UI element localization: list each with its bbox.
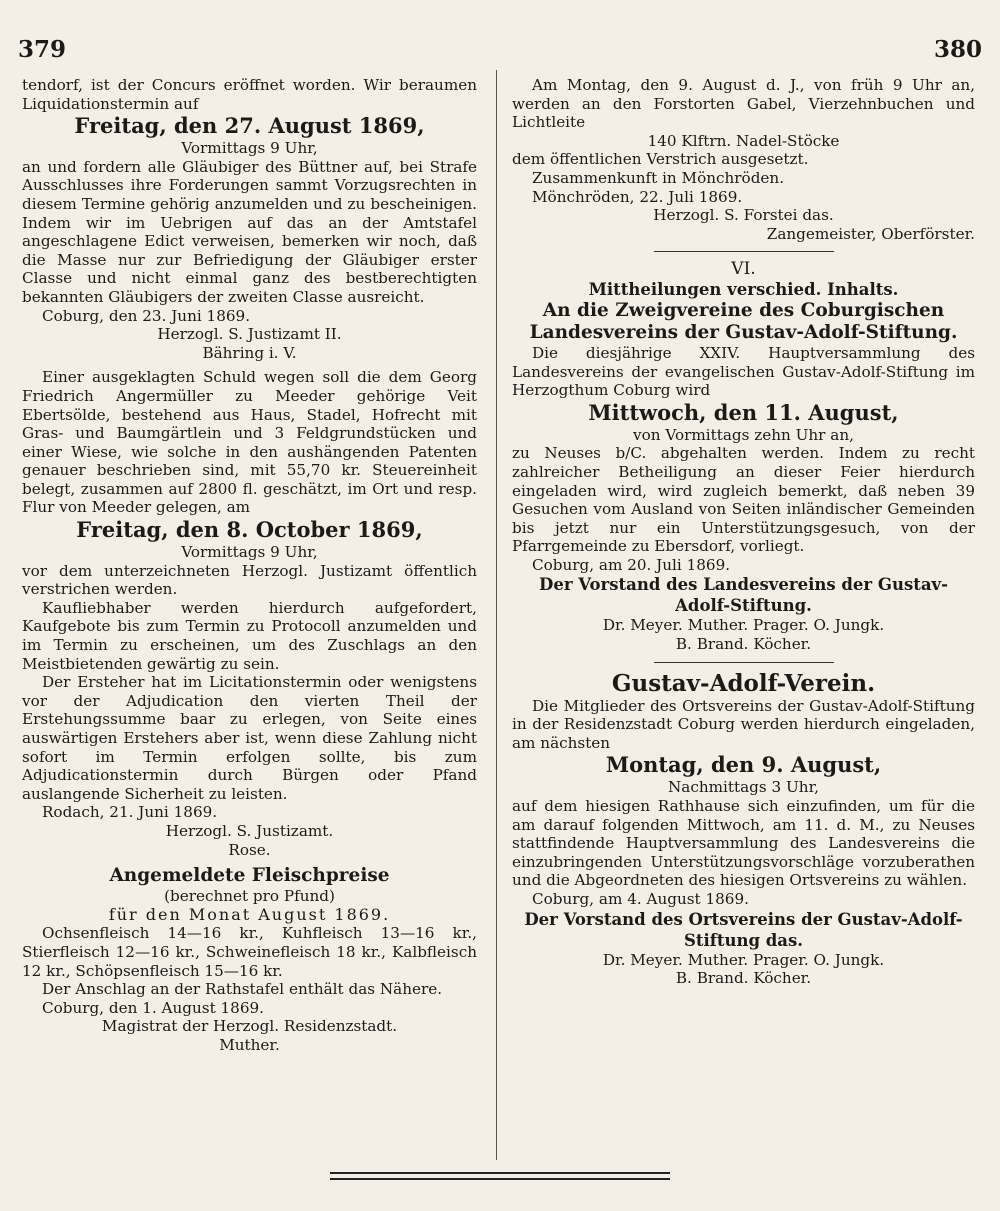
concurs-date: Freitag, den 27. August 1869, <box>74 113 425 139</box>
notice-rule <box>654 662 834 663</box>
section-rule <box>654 251 834 252</box>
concurs-place-date: Coburg, den 23. Juni 1869. <box>42 306 251 325</box>
bottom-rule-2 <box>330 1178 670 1180</box>
wood-sale-place-date: Mönchröden, 22. Juli 1869. <box>532 187 743 206</box>
meat-prices-note: Der Anschlag an der Rathstafel enthält das Nähere. <box>42 980 443 999</box>
meat-prices-month: für den Monat August 1869. <box>108 904 391 924</box>
assembly-notice-body: Die diesjährige XXIV. Hauptversammlung des Landesvereins der evangelischen Gustav-Adolf-Stiftung im Herzogthum Coburg wird <box>512 343 975 400</box>
assembly-notice-body-2: zu Neuses b/C. abgehalten werden. Indem zu recht zahlreicher Betheiligung an dieser Feier hierdurch eingeladen wird, wird zugleich bemerkt, daß neben 39 Gesuchen vom Ausland von Seiten inländischer Gemeinden bis jetzt nur ein Unterstützungsgesuch, von der Pfarrgemeinde zu Ebersdorf, vorliegt. <box>512 444 975 556</box>
right-column <box>512 76 975 988</box>
wood-sale-signature-name: Zangemeister, Oberförster. <box>766 224 975 243</box>
meat-prices-signature-name: Muther. <box>219 1035 280 1054</box>
column-divider <box>496 70 497 1160</box>
wood-sale-meeting: Zusammenkunft in Mönchröden. <box>532 168 785 187</box>
assembly-date: Mittwoch, den 11. August, <box>588 399 899 425</box>
local-assoc-signature-names-1: Dr. Meyer. Muther. Prager. O. Jungk. <box>602 950 885 969</box>
local-assoc-place-date: Coburg, am 4. August 1869. <box>532 890 749 908</box>
wood-sale-signature-office: Herzogl. S. Forstei das. <box>653 206 834 225</box>
concurs-signature-name: Bähring i. V. <box>202 343 297 362</box>
wood-sale-body-2: dem öffentlichen Verstrich ausgesetzt. <box>512 150 809 169</box>
assembly-place-date: Coburg, am 20. Juli 1869. <box>532 555 731 574</box>
local-assoc-signature-names-2: B. Brand. Köcher. <box>675 969 812 988</box>
concurs-notice-intro: tendorf, ist der Concurs eröffnet worden. Wir beraumen Liquidationstermin auf <box>22 76 477 113</box>
page-number-right: 380 <box>933 36 982 63</box>
meat-prices-place-date: Coburg, den 1. August 1869. <box>42 998 264 1017</box>
meat-prices-subtitle: (berechnet pro Pfund) <box>164 887 335 906</box>
auction-date: Freitag, den 8. October 1869, <box>76 517 423 543</box>
local-assoc-signature-title: Der Vorstand des Ortsvereins der Gustav-Adolf-Stiftung das. <box>524 909 963 950</box>
auction-notice-body-2: vor dem unterzeichneten Herzogl. Justizamt öffentlich verstrichen werden. <box>22 561 477 599</box>
local-assoc-body: Die Mitglieder des Ortsvereins der Gustav-Adolf-Stiftung in der Residenzstadt Coburg werden hierdurch eingeladen, am nächsten <box>512 696 975 752</box>
concurs-notice-body: an und fordern alle Gläubiger des Büttner auf, bei Strafe Ausschlusses ihre Forderungen sammt Vorzugsrechten in diesem Termine gehörig anzumelden und zu bescheinigen. Indem wir im Uebrigen auf das an der Amtstafel angeschlagene Edict verweisen, bemerken wir noch, daß die Masse nur zur Befriedigung der Gläubiger erster Classe und nicht einmal ganz des bestberechtigten bekannten Gläubigers der zweiten Classe ausreicht. <box>22 157 477 306</box>
local-assoc-date: Montag, den 9. August, <box>605 752 882 778</box>
meat-prices-signature-office: Magistrat der Herzogl. Residenzstadt. <box>101 1017 398 1036</box>
auction-place-date: Rodach, 21. Juni 1869. <box>42 803 218 822</box>
section-number: VI. <box>731 259 756 280</box>
concurs-time: Vormittags 9 Uhr, <box>181 139 318 158</box>
assembly-time: von Vormittags zehn Uhr an, <box>633 425 854 444</box>
bottom-rule-1 <box>330 1172 670 1174</box>
auction-notice-body-3: Kaufliebhaber werden hierdurch aufgefordert, Kaufgebote bis zum Termin zu Protocoll anzumelden und im Termin zu erscheinen, um des Zuschlags an den Meistbietenden gewärtig zu sein. <box>22 598 477 673</box>
assembly-signature-title: Der Vorstand des Landesvereins der Gustav-Adolf-Stiftung. <box>539 575 948 616</box>
left-column <box>22 76 477 1055</box>
meat-prices-title: Angemeldete Fleischpreise <box>109 865 390 887</box>
wood-sale-item: 140 Klftrn. Nadel-Stöcke <box>647 131 840 150</box>
wood-sale-body: Am Montag, den 9. August d. J., von früh 9 Uhr an, werden an den Forstorten Gabel, Vierzehnbuchen und Lichtleite <box>512 76 975 132</box>
auction-signature-office: Herzogl. S. Justizamt. <box>165 821 334 840</box>
auction-signature-name: Rose. <box>228 840 271 859</box>
assembly-signature-names-2: B. Brand. Köcher. <box>675 635 812 654</box>
concurs-signature-office: Herzogl. S. Justizamt II. <box>157 325 342 344</box>
local-assoc-body-2: auf dem hiesigen Rathhause sich einzufinden, um für die am darauf folgenden Mittwoch, am 11. d. M., zu Neuses stattfindende Hauptversammlung des Landesvereins die einzubringenden Unterstützungsvorschläge vorzuberathen und die Abgeordneten des hiesigen Ortsvereins zu wählen. <box>512 797 975 890</box>
auction-notice-body-4: Der Ersteher hat im Licitationstermin oder wenigstens vor der Adjudication den vierten Theil der Erstehungssumme baar zu erlegen, von Seite eines auswärtigen Erstehers aber ist, wenn diese Zahlung nicht sofort im Termin erfolgen sollte, bis zum Adjudicationstermin durch Bürgen oder Pfand auslangende Sicherheit zu leisten. <box>22 673 477 803</box>
assembly-notice-title: An die Zweigvereine des Coburgischen Landesvereins der Gustav-Adolf-Stiftung. <box>529 299 958 343</box>
local-assoc-time: Nachmittags 3 Uhr, <box>668 778 819 797</box>
assembly-signature-names-1: Dr. Meyer. Muther. Prager. O. Jungk. <box>602 616 885 635</box>
page-number-left: 379 <box>18 36 67 63</box>
auction-time: Vormittags 9 Uhr, <box>181 543 318 562</box>
local-assoc-title: Gustav-Adolf-Verein. <box>611 669 876 697</box>
section-title: Mittheilungen verschied. Inhalts. <box>588 279 899 299</box>
meat-prices-list: Ochsenfleisch 14—16 kr., Kuhfleisch 13—16 kr., Stierfleisch 12—16 kr., Schweinefleisch 18 kr., Kalbfleisch 12 kr., Schöpsenfleisch 15—16 kr. <box>22 924 477 980</box>
auction-notice-body: Einer ausgeklagten Schuld wegen soll die dem Georg Friedrich Angermüller zu Meeder gehörige Veit Ebertsölde, bestehend aus Haus, Stadel, Hofrecht mit Gras- und Baumgärtlein und 3 Feldgrundstücken und einer Wiese, wie solche in den aushängenden Patenten genauer beschrieben sind, mit 55,70 kr. Steuereinheit belegt, zusammen auf 2800 fl. geschätzt, im Ort und resp. Flur von Meeder gelegen, am <box>22 368 477 517</box>
